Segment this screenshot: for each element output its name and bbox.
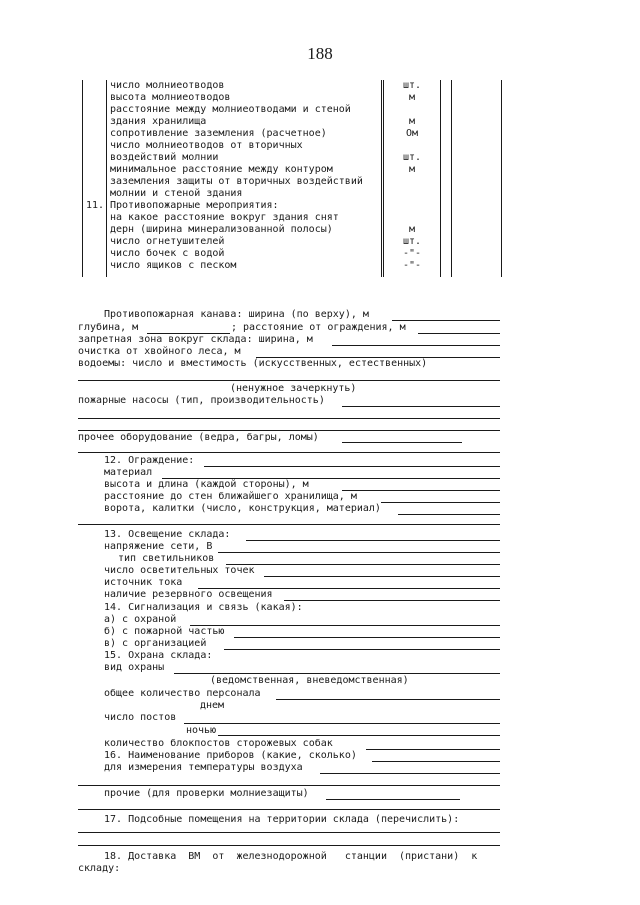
restricted-zone-label: запретная зона вокруг склада: ширина, м (78, 334, 313, 345)
pumps-field[interactable] (342, 406, 500, 407)
table-row-value-cell[interactable] (452, 248, 500, 260)
light-points-field[interactable] (264, 576, 500, 577)
ponds-label: водоемы: число и вместимость (искусственных, естественных) (78, 358, 428, 369)
voltage-field[interactable] (218, 552, 500, 553)
table-divider-text-double (383, 80, 384, 277)
posts-night-field[interactable] (218, 735, 500, 736)
fence-title: 12. Ограждение: (104, 455, 195, 466)
clearing-label: очистка от хвойного леса, м (78, 346, 241, 357)
table-row-label: число молниеотводов от вторичных (110, 140, 303, 151)
table-row-label: воздействий молнии (110, 152, 219, 163)
table-row-value-cell[interactable] (452, 152, 500, 164)
backup-lighting-label: наличие резервного освещения (104, 589, 273, 600)
delivery-line-2: складу: (78, 863, 121, 874)
light-points-label: число осветительных точек (104, 565, 255, 576)
security-type-note: (ведомственная, вневедомственная) (210, 675, 409, 686)
delivery-line-1: 18. Доставка ВМ от железнодорожной станции (пристани) к (104, 851, 478, 862)
table-border-right (501, 80, 502, 277)
table-row-label: число ящиков с песком (110, 260, 237, 271)
ponds-field[interactable] (78, 380, 500, 381)
table-row-value-cell[interactable] (452, 200, 500, 212)
security-type-label: вид охраны (104, 662, 165, 673)
backup-lighting-field[interactable] (284, 600, 500, 601)
table-row-value-cell[interactable] (452, 188, 500, 200)
alarm-guard-field[interactable] (190, 625, 500, 626)
auxiliary-field[interactable] (78, 832, 500, 833)
instruments-other-label: прочие (для проверки молниезащиты) (104, 788, 309, 799)
fence-height-label: высота и длина (каждой стороны), м (104, 479, 309, 490)
voltage-label: напряжение сети, В (104, 541, 213, 552)
table-row-label: Противопожарные мероприятия: (110, 200, 279, 211)
security-type-field[interactable] (174, 673, 500, 674)
table-row-label: число молниеотводов (110, 80, 225, 91)
table-row-unit: -"- (402, 248, 422, 259)
table-row-unit: -"- (402, 260, 422, 271)
table-divider-number (106, 80, 107, 277)
lighting-field[interactable] (246, 540, 500, 541)
table-border-left (82, 80, 83, 277)
table-row-unit: шт. (402, 80, 422, 91)
table-row-label: высота молниеотводов (110, 92, 231, 103)
instruments-title: 16. Наименование приборов (какие, сколько) (104, 750, 357, 761)
table-row-label: число огнетушителей (110, 236, 225, 247)
table-row-value-cell[interactable] (452, 128, 500, 140)
fence-gates-label: ворота, калитки (число, конструкция, материал) (104, 503, 381, 514)
alarm-org-label: в) с организацией (104, 638, 207, 649)
table-row-unit: м (408, 164, 416, 175)
table-row-unit: м (408, 116, 416, 127)
pumps-field-3[interactable] (78, 430, 500, 431)
table-row-value-cell[interactable] (452, 224, 500, 236)
fence-material-label: материал (104, 467, 153, 478)
posts-label: число постов (104, 712, 177, 723)
table-row-number: 11. (86, 200, 105, 211)
lighting-title: 13. Освещение склада: (104, 529, 231, 540)
fence-field[interactable] (204, 466, 500, 467)
fence-distance-label: расстояние до стен ближайшего хранилища, м (104, 491, 357, 502)
pumps-field-2[interactable] (78, 418, 500, 419)
dog-posts-label: количество блокпостов сторожевых собак (104, 738, 333, 749)
table-row-label: число бочек с водой (110, 248, 225, 259)
table-row-label: на какое расстояние вокруг здания снят (110, 212, 339, 223)
staff-label: общее количество персонала (104, 688, 261, 699)
table-row-unit: м (408, 224, 416, 235)
staff-day-label: днем (200, 700, 225, 711)
fence-distance-label: ; расстояние от ограждения, м (231, 322, 406, 333)
temperature-field[interactable] (320, 773, 500, 774)
fence-gates-field[interactable] (398, 514, 500, 515)
fixtures-label: тип светильников (118, 553, 215, 564)
page-number: 188 (307, 44, 333, 63)
table-row-value-cell[interactable] (452, 80, 500, 92)
table-row-value-cell[interactable] (452, 236, 500, 248)
ditch-label: Противопожарная канава: ширина (по верху), м (104, 309, 369, 320)
posts-field[interactable] (184, 723, 500, 724)
table-row-label: сопротивление заземления (расчетное) (110, 128, 327, 139)
depth-label: глубина, м (78, 322, 139, 333)
table-row-value-cell[interactable] (452, 176, 500, 188)
fence-height-field[interactable] (342, 490, 500, 491)
fixtures-field[interactable] (226, 564, 500, 565)
table-divider-text (381, 80, 382, 277)
fence-distance-field[interactable] (381, 502, 500, 503)
pumps-label: пожарные насосы (тип, производительность) (78, 395, 325, 406)
auxiliary-field-2[interactable] (78, 845, 500, 846)
staff-field[interactable] (276, 699, 500, 700)
table-row-unit: м (408, 92, 416, 103)
temperature-field-2[interactable] (78, 785, 500, 786)
table-row-label: молнии и стеной здания (110, 188, 243, 199)
table-row-label: расстояние между молниеотводами и стеной (110, 104, 351, 115)
table-row-unit: Ом (405, 128, 419, 139)
table-row-label: минимальное расстояние между контуром (110, 164, 333, 175)
alarm-guard-label: а) с охраной (104, 614, 177, 625)
instruments-other-field[interactable] (326, 799, 460, 800)
table-row-value-cell[interactable] (452, 164, 500, 176)
table-row-value-cell[interactable] (452, 116, 500, 128)
table-row-value-cell[interactable] (452, 212, 500, 224)
fence-distance-field[interactable] (418, 333, 500, 334)
table-row-unit: шт. (402, 236, 422, 247)
ditch-width-field[interactable] (392, 320, 500, 321)
table-row-value-cell[interactable] (452, 92, 500, 104)
table-row-label: здания хранилища (110, 116, 207, 127)
other-equipment-label: прочее оборудование (ведра, багры, ломы) (78, 432, 319, 443)
table-row-label: дерн (ширина минерализованной полосы) (110, 224, 333, 235)
table-row-label: заземления защиты от вторичных воздействий (110, 176, 363, 187)
fence-gates-field-2[interactable] (78, 524, 500, 525)
alarm-fire-field[interactable] (234, 637, 500, 638)
strike-note: (ненужное зачеркнуть) (230, 383, 357, 394)
section-divider (78, 452, 500, 453)
table-row-unit: шт. (402, 152, 422, 163)
alarm-title: 14. Сигнализация и связь (какая): (104, 602, 303, 613)
table-row-value-cell[interactable] (452, 260, 500, 272)
dog-posts-field[interactable] (366, 749, 500, 750)
security-title: 15. Охрана склада: (104, 650, 213, 661)
table-divider-unit (440, 80, 441, 277)
temperature-label: для измерения температуры воздуха (104, 762, 303, 773)
section-divider-2 (78, 809, 500, 810)
instruments-field[interactable] (372, 761, 500, 762)
alarm-org-field[interactable] (224, 649, 500, 650)
posts-night-label: ночью (186, 725, 217, 736)
other-equipment-field[interactable] (342, 442, 462, 443)
alarm-fire-label: б) с пожарной частью (104, 626, 225, 637)
power-source-label: источник тока (104, 577, 183, 588)
table-row-value-cell[interactable] (452, 140, 500, 152)
auxiliary-title: 17. Подсобные помещения на территории склада (перечислить): (104, 814, 460, 825)
restricted-zone-field[interactable] (332, 345, 500, 346)
table-row-value-cell[interactable] (452, 104, 500, 116)
